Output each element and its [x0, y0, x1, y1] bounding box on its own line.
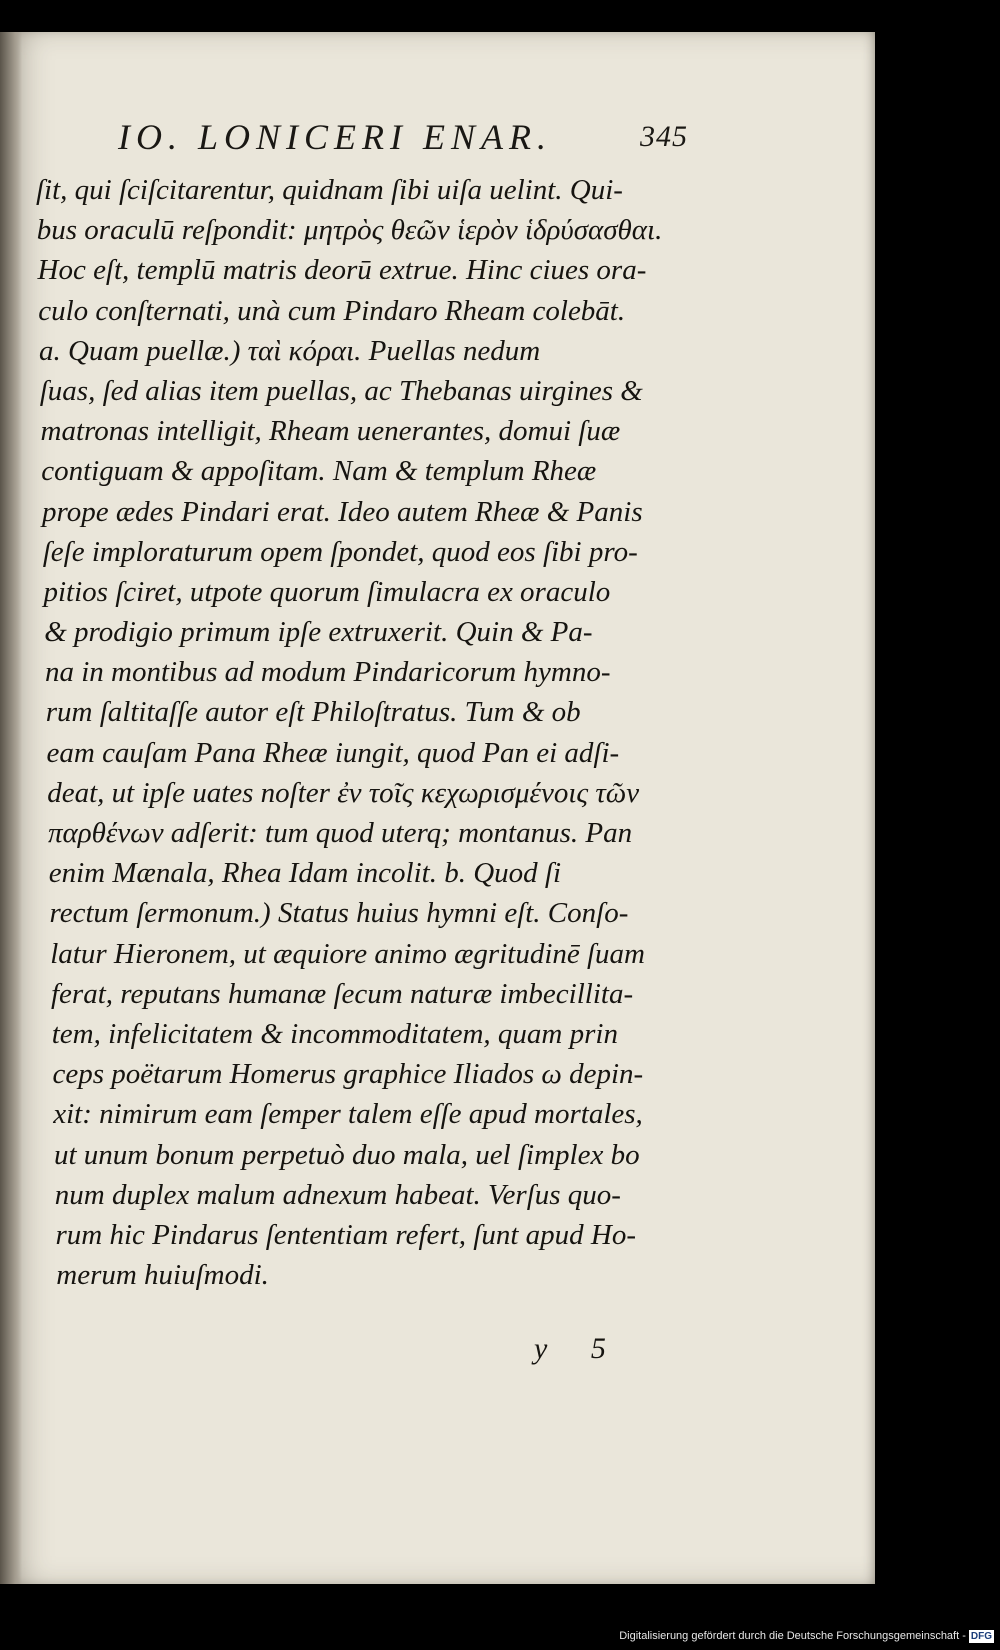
text-line: ferat, reputans humanæ ſecum naturæ imbecillita-	[51, 977, 634, 1010]
text-line: rum ſaltitaſſe autor eſt Philoſtratus. Tum & ob	[45, 696, 581, 729]
text-line: pitios ſciret, utpote quorum ſimulacra ex oraculo	[43, 575, 611, 608]
text-line: ſuas, ſed alias item puellas, ac Thebanas uirgines &	[39, 374, 643, 407]
body-text	[36, 170, 716, 1295]
text-line: xit: nimirum eam ſemper talem eſſe apud mortales,	[53, 1098, 643, 1131]
running-head	[118, 116, 688, 160]
credit-text: Digitalisierung gefördert durch die Deutsche Forschungsgemeinschaft -	[619, 1630, 966, 1642]
text-line: latur Hieronem, ut æquiore animo ægritudinē ſuam	[50, 937, 646, 970]
text-line: a. Quam puellæ.) ταὶ κόραι. Puellas nedum	[39, 334, 541, 367]
text-line: tem, infelicitatem & incommoditatem, quam prin	[51, 1017, 618, 1050]
text-line: bus oraculū reſpondit: μητρὸς θεῶν ἱερὸν ἱδρύσασθαι.	[36, 214, 663, 247]
dfg-logo: DFG	[970, 1630, 992, 1642]
text-line: ſeſe imploraturum opem ſpondet, quod eos ſibi pro-	[42, 535, 638, 568]
text-line: ceps poëtarum Homerus graphice Iliados ω depin-	[52, 1058, 644, 1091]
text-line: & prodigio primum ipſe extruxerit. Quin & Pa-	[44, 616, 593, 649]
text-line: rectum ſermonum.) Status huius hymni eſt. Conſo-	[49, 897, 629, 930]
page-number: 345	[640, 120, 688, 153]
text-line: enim Mænala, Rhea Idam incolit. b. Quod ſi	[48, 857, 562, 890]
text-line: deat, ut ipſe uates noſter ἐν τοῖς κεχωρισμένοις τῶν	[47, 776, 640, 809]
running-head-title: IO. LONICERI ENAR.	[118, 117, 552, 157]
text-line: eam cauſam Pana Rheæ iungit, quod Pan ei adſi-	[46, 736, 620, 769]
text-line: prope ædes Pindari erat. Ideo autem Rheæ & Panis	[42, 495, 643, 528]
text-line: ſit, qui ſciſcitarentur, quidnam ſibi uiſa uelint. Qui-	[36, 174, 623, 206]
text-line: ut unum bonum perpetuò duo mala, uel ſimplex bo	[54, 1138, 640, 1171]
page-gutter-shadow	[0, 32, 22, 1584]
text-line: culo conſternati, unà cum Pindaro Rheam colebāt.	[38, 294, 626, 327]
text-line: num duplex malum adnexum habeat. Verſus quo-	[54, 1178, 621, 1211]
text-line: merum huiuſmodi.	[56, 1259, 269, 1292]
text-line: matronas intelligit, Rheam uenerantes, domui ſuæ	[40, 415, 621, 448]
signature-catchword: y 5	[534, 1332, 624, 1365]
text-line: na in montibus ad modum Pindaricorum hymno-	[45, 656, 611, 689]
text-line: Hoc eſt, templū matris deorū extrue. Hinc ciues ora-	[37, 254, 647, 287]
digitization-credit	[619, 1628, 994, 1644]
text-line: παρθένων adſerit: tum quod uterq; montanus. Pan	[48, 817, 633, 849]
text-line: rum hic Pindarus ſententiam refert, ſunt apud Ho-	[55, 1218, 636, 1251]
text-line: contiguam & appoſitam. Nam & templum Rheæ	[41, 455, 597, 488]
